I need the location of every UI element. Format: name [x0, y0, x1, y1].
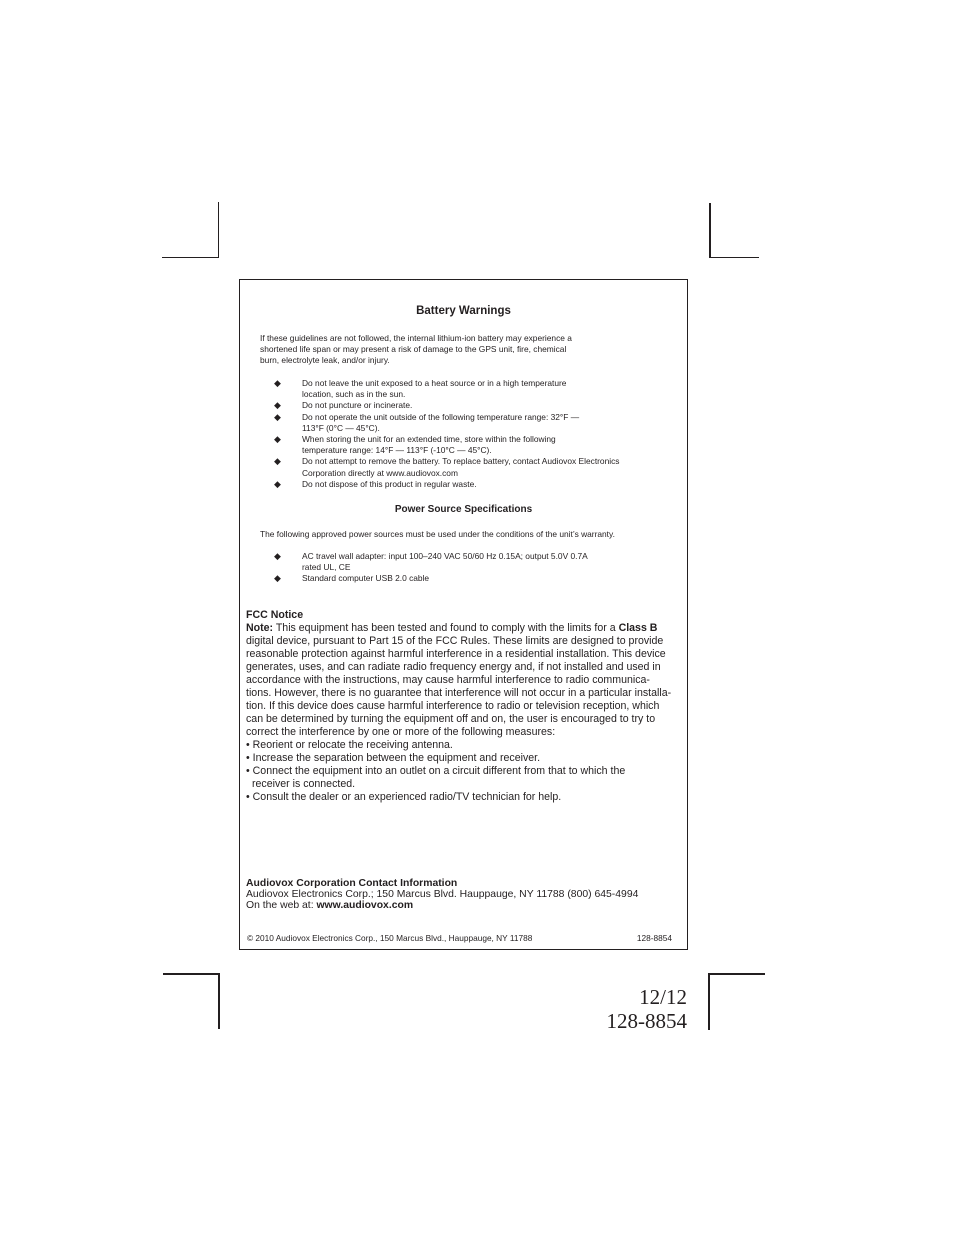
battery-bullet-item	[260, 479, 622, 490]
fcc-class-b: Class B	[618, 622, 658, 634]
bullet-line: Do not dispose of this product in regular waste.	[302, 478, 477, 489]
footer-copyright: © 2010 Audiovox Electronics Corp., 150 Marcus Blvd., Hauppauge, NY 11788	[247, 933, 533, 943]
fcc-measure: • Consult the dealer or an experienced radio/TV technician for help.	[246, 791, 562, 803]
bullet-line: Corporation directly at www.audiovox.com	[302, 467, 458, 478]
power-source-title: Power Source Specifications	[394, 504, 533, 515]
fcc-measure: • Connect the equipment into an outlet on a circuit different from that to which the	[246, 765, 626, 777]
bullet-line: rated UL, CE	[302, 562, 351, 573]
fcc-line: generates, uses, and can radiate radio frequency energy and, if not installed and used in	[246, 661, 661, 673]
diamond-bullet-icon: ◆	[274, 478, 281, 489]
footer	[247, 933, 672, 943]
battery-bullet-item	[260, 412, 622, 434]
diamond-bullet-icon: ◆	[274, 411, 281, 422]
battery-bullet-list	[260, 378, 622, 490]
print-code-date: 12/12	[639, 985, 687, 1009]
contact-address: Audiovox Electronics Corp.; 150 Marcus Blvd. Hauppauge, NY 11788 (800) 645-4994	[246, 889, 639, 901]
fcc-line: digital device, pursuant to Part 15 of the FCC Rules. These limits are designed to provide	[246, 635, 664, 647]
crop-mark-bottom-left-horizontal	[163, 973, 219, 975]
battery-intro-line: shortened life span or may present a risk of damage to the GPS unit, fire, chemical	[260, 344, 567, 354]
contact-web	[246, 900, 638, 911]
contact-title: Audiovox Corporation Contact Information	[246, 878, 458, 889]
bullet-line: Do not attempt to remove the battery. To replace battery, contact Audiovox Electronics	[302, 456, 620, 467]
print-code-number: 128-8854	[606, 1009, 687, 1033]
document-panel	[239, 279, 688, 950]
contact-web-label: On the web at:	[246, 900, 317, 912]
contact-web-url: www.audiovox.com	[316, 900, 414, 912]
power-bullet-item	[260, 551, 622, 573]
print-code	[607, 985, 688, 1033]
crop-mark-top-left-vertical	[218, 202, 219, 258]
fcc-line-text: This equipment has been tested and found to comply with the limits for a	[273, 622, 619, 634]
fcc-line: tion. If this device does cause harmful interference to radio or television reception, which	[246, 700, 660, 712]
fcc-line	[246, 622, 686, 635]
power-intro: The following approved power sources must be used under the conditions of the unit’s warranty.	[260, 529, 615, 539]
fcc-line: accordance with the instructions, may cause harmful interference to radio communica-	[246, 674, 650, 686]
battery-bullet-item	[260, 434, 622, 456]
battery-bullet-item	[260, 400, 622, 411]
diamond-bullet-icon: ◆	[274, 434, 281, 445]
fcc-note-label: Note:	[246, 622, 274, 634]
battery-intro	[260, 333, 572, 366]
contact-info	[246, 878, 638, 912]
diamond-bullet-icon: ◆	[274, 400, 281, 411]
power-bullet-item	[260, 573, 622, 584]
bullet-line: location, such as in the sun.	[302, 389, 406, 400]
fcc-measure: • Increase the separation between the equipment and receiver.	[246, 752, 541, 764]
fcc-line: correct the interference by one or more of the following measures:	[246, 726, 556, 738]
footer-code: 128-8854	[636, 933, 672, 943]
diamond-bullet-icon: ◆	[274, 573, 281, 584]
fcc-line: can be determined by turning the equipment off and on, the user is encouraged to try to	[246, 713, 656, 725]
fcc-measure-continued: receiver is connected.	[252, 778, 356, 790]
diamond-bullet-icon: ◆	[274, 378, 281, 388]
crop-mark-bottom-left-vertical	[218, 973, 220, 1029]
bullet-line: temperature range: 14°F — 113°F (-10°C — 45°C).	[302, 445, 492, 456]
fcc-notice	[246, 609, 686, 804]
bullet-line: Standard computer USB 2.0 cable	[302, 573, 430, 584]
battery-bullet-item	[260, 378, 622, 400]
diamond-bullet-icon: ◆	[274, 551, 281, 561]
crop-mark-top-left-horizontal	[162, 257, 219, 258]
crop-mark-bottom-right-horizontal	[708, 973, 765, 975]
bullet-line: 113°F (0°C — 45°C).	[302, 422, 380, 433]
battery-bullet-item	[260, 456, 622, 478]
fcc-measure: • Reorient or relocate the receiving antenna.	[246, 739, 453, 751]
fcc-line: reasonable protection against harmful interference in a residential installation. This device	[246, 648, 666, 660]
crop-mark-bottom-right-vertical	[708, 973, 710, 1030]
battery-intro-line: If these guidelines are not followed, the internal lithium-ion battery may experience a	[260, 333, 572, 343]
crop-mark-top-right-horizontal	[709, 257, 759, 258]
power-bullet-list	[260, 551, 622, 585]
fcc-notice-title: FCC Notice	[246, 609, 304, 621]
bullet-line: Do not operate the unit outside of the following temperature range: 32°F —	[302, 411, 580, 422]
bullet-line: AC travel wall adapter: input 100–240 VAC 50/60 Hz 0.15A; output 5.0V 0.7A	[302, 551, 588, 561]
battery-warnings-title: Battery Warnings	[416, 305, 511, 317]
bullet-line: Do not leave the unit exposed to a heat source or in a high temperature	[302, 378, 567, 388]
crop-mark-top-right-vertical	[709, 203, 711, 258]
fcc-line: tions. However, there is no guarantee that interference will not occur in a particular installa-	[246, 687, 672, 699]
bullet-line: When storing the unit for an extended time, store within the following	[302, 434, 556, 445]
diamond-bullet-icon: ◆	[274, 456, 281, 467]
bullet-line: Do not puncture or incinerate.	[302, 400, 413, 411]
battery-intro-line: burn, electrolyte leak, and/or injury.	[260, 355, 390, 365]
